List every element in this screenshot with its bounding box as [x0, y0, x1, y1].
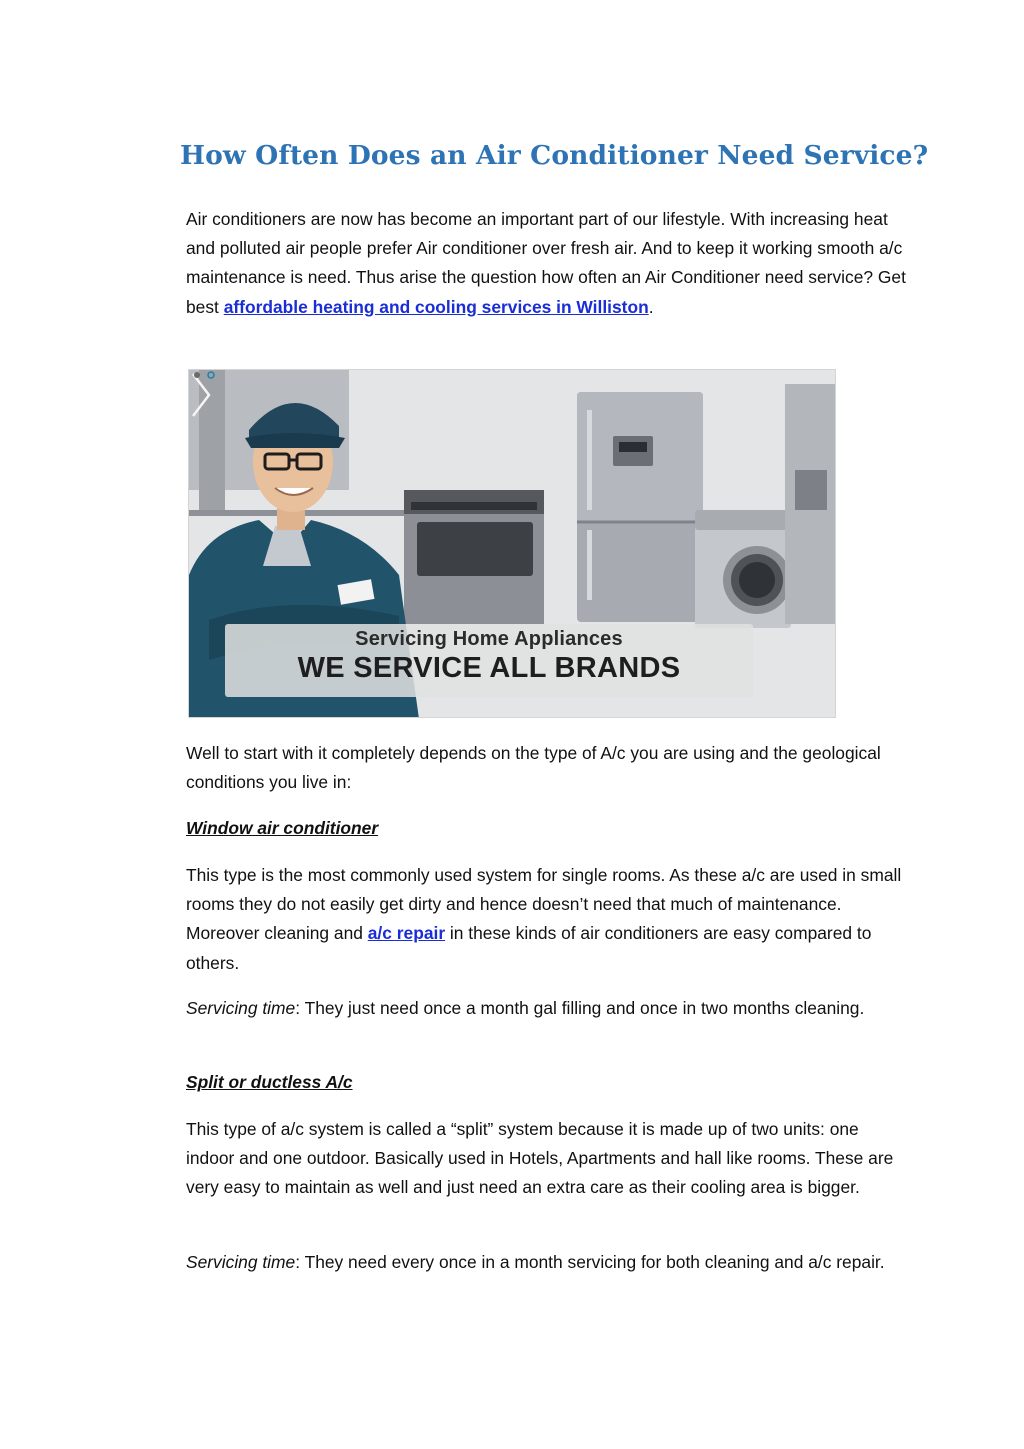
window-ac-paragraph [186, 861, 906, 978]
page-title: How Often Does an Air Conditioner Need Service? [180, 140, 929, 171]
window-ac-heading-text: Window air conditioner [186, 818, 379, 838]
split-ac-heading-text: Split or ductless A/c [186, 1072, 353, 1092]
appliance-service-image [188, 369, 836, 718]
window-servicing-text: : They just need once a month gal filling and once in two months cleaning. [295, 998, 865, 1018]
split-ac-heading [186, 1068, 906, 1097]
image-banner [225, 624, 753, 697]
banner-line-1: Servicing Home Appliances [355, 628, 623, 650]
split-servicing-paragraph [186, 1248, 906, 1277]
intro-paragraph [186, 205, 906, 322]
window-servicing-paragraph [186, 994, 906, 1023]
types-intro-paragraph: Well to start with it completely depends on the type of A/c you are using and the geological conditions you live in: [186, 743, 881, 793]
ac-repair-link[interactable]: a/c repair [367, 923, 446, 944]
intro-end: . [648, 296, 654, 317]
window-ac-text-end: in these kinds of air conditioners are easy compared to others. [186, 923, 872, 973]
split-servicing-label: Servicing time [186, 1252, 296, 1272]
intro-text: Air conditioners are now has become an important part of our lifestyle. With increasing heat and polluted air people prefer Air conditioner over fresh air. And to keep it working smooth a/c maintenance is need. Thus arise the question how often an Air Conditioner need service? Get best [186, 209, 906, 317]
heating-cooling-link[interactable]: affordable heating and cooling services in Williston [223, 296, 649, 317]
split-ac-paragraph: This type of a/c system is called a “split” system because it is made up of two units: one indoor and one outdoor. Basically used in Hotels, Apartments and hall like rooms. These are very easy to maintain as well and just need an extra care as their cooling area is bigger. [186, 1119, 894, 1198]
banner-line-2: WE SERVICE ALL BRANDS [297, 652, 681, 684]
window-servicing-label: Servicing time [186, 998, 296, 1018]
split-servicing-text: : They need every once in a month servicing for both cleaning and a/c repair. [295, 1252, 885, 1272]
slide-indicator-dots[interactable] [189, 370, 219, 380]
window-ac-heading [186, 814, 906, 843]
window-ac-text-start: This type is the most commonly used system for single rooms. As these a/c are used in small rooms they do not easily get dirty and hence doesn’t need that much of maintenance. Moreover cleaning and [186, 865, 902, 944]
